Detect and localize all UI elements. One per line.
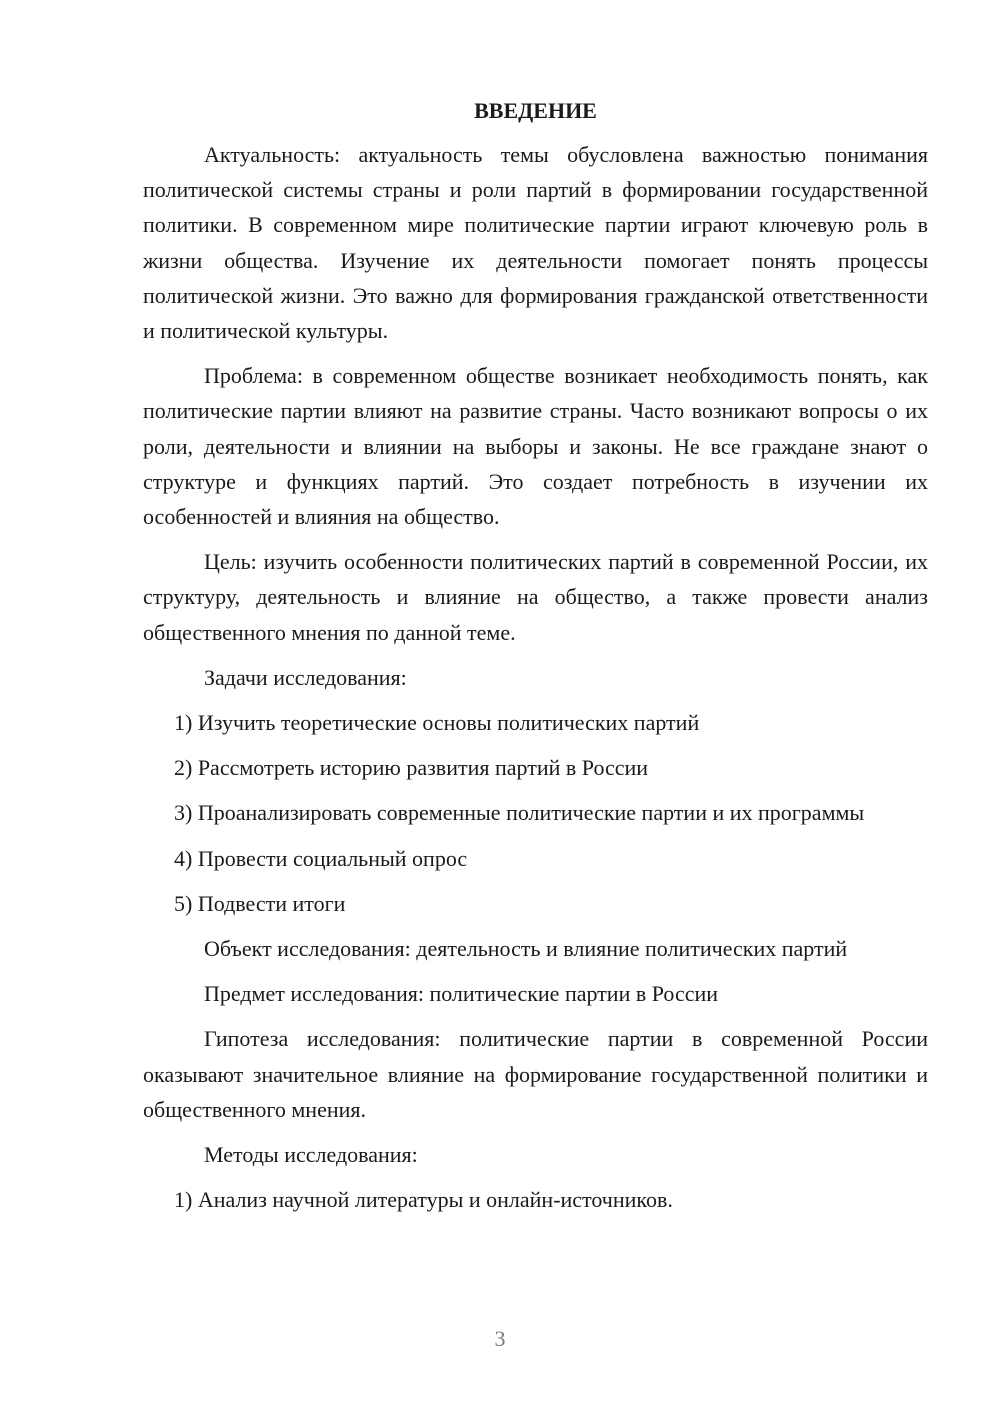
problem-paragraph: Проблема: в современном обществе возникает необходимость понять, как политические партии влияют на развитие страны. Часто возникают вопросы о их роли, деятельности и влиянии на выборы и законы. Не все граждане знают о структуре и функциях партий. Это создает потребность в изучении их особенностей и влияния на общество.	[143, 363, 928, 530]
section-title: ВВЕДЕНИЕ	[474, 98, 597, 123]
methods-heading: Методы исследования:	[204, 1142, 418, 1168]
relevance-paragraph: Актуальность: актуальность темы обусловлена важностью понимания политической системы страны и роли партий в формировании государственной политики. В современном мире политические партии играют ключевую роль в жизни общества. Изучение их деятельности помогает понять процессы политической жизни. Это важно для формирования гражданской ответственности и политической культуры.	[143, 142, 928, 344]
task-item: 1) Изучить теоретические основы политических партий	[174, 710, 700, 736]
task-item: 2) Рассмотреть историю развития партий в России	[174, 755, 649, 781]
method-item: 1) Анализ научной литературы и онлайн-источников.	[174, 1187, 673, 1213]
page-number: 3	[494, 1326, 506, 1351]
task-item: 3) Проанализировать современные политические партии и их программы	[174, 800, 865, 826]
research-subject: Предмет исследования: политические партии в России	[204, 981, 719, 1007]
hypothesis-paragraph: Гипотеза исследования: политические партии в современной России оказывают значительное влияние на формирование государственной политики и общественного мнения.	[143, 1026, 928, 1122]
research-object: Объект исследования: деятельность и влияние политических партий	[204, 936, 848, 962]
document-page	[143, 96, 928, 1227]
task-item: 4) Провести социальный опрос	[174, 845, 468, 871]
tasks-heading: Задачи исследования:	[204, 664, 407, 690]
task-item: 5) Подвести итоги	[174, 890, 346, 916]
goal-paragraph: Цель: изучить особенности политических партий в современной России, их структуру, деятельность и влияние на общество, а также провести анализ общественного мнения по данной теме.	[143, 549, 928, 645]
